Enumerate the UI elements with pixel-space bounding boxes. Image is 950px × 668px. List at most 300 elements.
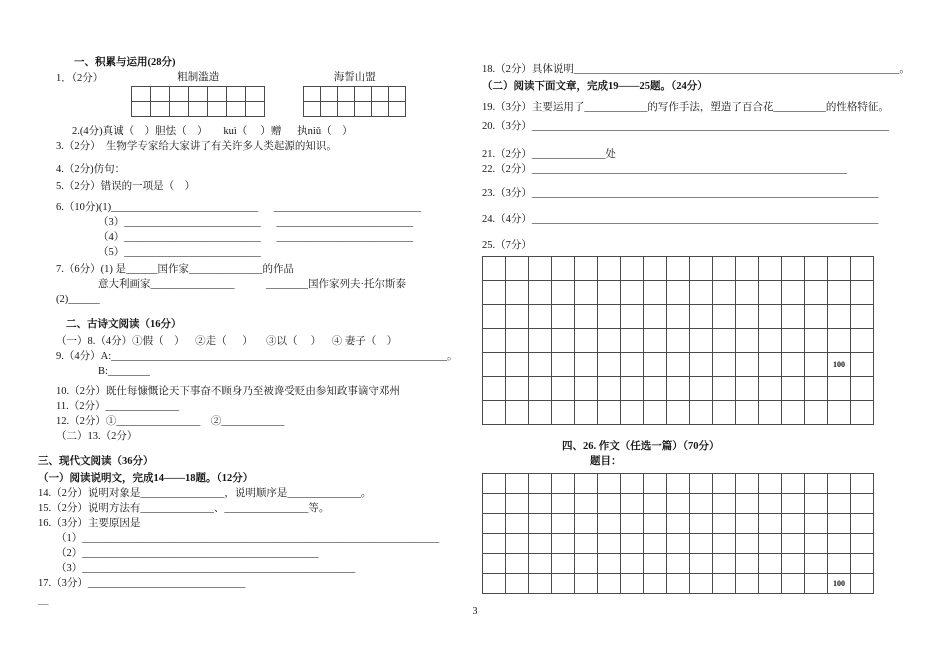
grid-cell[interactable]	[575, 534, 598, 554]
section-2-heading: 二、古诗文阅读（16分）	[66, 319, 182, 330]
grid-cell[interactable]	[483, 494, 506, 514]
exam-line-left-col-2: 2.(4分)真诚（ ）胆怯（ ） kuì（ ）赠 执niǔ（ ）	[72, 126, 353, 137]
grid-cell[interactable]	[736, 534, 759, 554]
grid-cell[interactable]	[644, 353, 667, 377]
grid-cell[interactable]	[736, 514, 759, 534]
grid-cell[interactable]	[529, 474, 552, 494]
grid-cell[interactable]	[483, 329, 506, 353]
grid-cell[interactable]	[483, 401, 506, 425]
grid-cell[interactable]	[713, 554, 736, 574]
grid-cell[interactable]	[170, 87, 189, 102]
grid-cell[interactable]	[529, 554, 552, 574]
grid-cell[interactable]	[529, 353, 552, 377]
grid-cell[interactable]	[621, 574, 644, 594]
grid-cell[interactable]	[575, 353, 598, 377]
grid-cell[interactable]	[529, 401, 552, 425]
exam-line-right-col-5: 22.（2分）____________________________________________________________	[482, 164, 847, 175]
grid-cell[interactable]	[246, 87, 265, 102]
grid-cell[interactable]	[506, 474, 529, 494]
grid-cell[interactable]	[208, 102, 227, 117]
grid-cell[interactable]	[246, 102, 265, 117]
grid-cell[interactable]	[355, 102, 372, 117]
grid-cell[interactable]	[598, 534, 621, 554]
grid-cell[interactable]	[759, 329, 782, 353]
grid-cell[interactable]	[713, 329, 736, 353]
grid-cell[interactable]	[644, 281, 667, 305]
grid-cell[interactable]	[644, 554, 667, 574]
grid-cell[interactable]	[132, 102, 151, 117]
grid-cell[interactable]	[851, 574, 874, 594]
grid-cell[interactable]	[598, 353, 621, 377]
grid-cell[interactable]	[736, 474, 759, 494]
grid-cell[interactable]	[506, 574, 529, 594]
exam-line-left-col-18: 11.（2分）______________	[56, 401, 179, 412]
grid-cell[interactable]	[782, 329, 805, 353]
grid-cell[interactable]	[529, 281, 552, 305]
grid-cell[interactable]	[389, 87, 406, 102]
grid-cell[interactable]	[598, 574, 621, 594]
q1-word-label: 粗制滥造	[177, 72, 220, 83]
grid-cell[interactable]	[644, 377, 667, 401]
grid-cell[interactable]	[644, 494, 667, 514]
grid-cell[interactable]	[759, 534, 782, 554]
grid-row	[483, 305, 874, 329]
left-column	[38, 55, 480, 608]
exam-line-left-col-19: 12.（2分）①________________ ②____________	[56, 416, 285, 427]
grid-cell[interactable]	[759, 574, 782, 594]
grid-cell[interactable]	[338, 102, 355, 117]
grid-cell[interactable]	[690, 305, 713, 329]
grid-cell[interactable]	[621, 554, 644, 574]
grid-cell[interactable]	[851, 554, 874, 574]
grid-cell[interactable]	[506, 514, 529, 534]
grid-cell[interactable]	[667, 574, 690, 594]
grid-cell[interactable]	[575, 554, 598, 574]
grid-cell[interactable]	[828, 257, 851, 281]
grid-cell[interactable]	[805, 257, 828, 281]
grid-cell[interactable]	[736, 305, 759, 329]
exam-line-left-col-28: （3）____________________________________________________	[56, 563, 356, 574]
grid-cell[interactable]	[851, 514, 874, 534]
grid-cell[interactable]	[851, 377, 874, 401]
grid-cell[interactable]	[529, 377, 552, 401]
grid-cell[interactable]	[736, 401, 759, 425]
grid-cell[interactable]	[828, 554, 851, 574]
grid-cell[interactable]	[644, 401, 667, 425]
exam-line-left-col-6: 6.（10分)(1)____________________________ ____________________________	[56, 202, 421, 213]
stray-underscore: ＿	[38, 595, 49, 606]
grid-cell[interactable]	[598, 281, 621, 305]
grid-cell[interactable]	[713, 474, 736, 494]
grid-cell[interactable]	[667, 554, 690, 574]
exam-line-left-col-10: 7.（6分）(1) 是______国作家______________的作品	[56, 264, 294, 275]
grid-cell[interactable]	[506, 305, 529, 329]
grid-cell[interactable]	[644, 534, 667, 554]
grid-cell[interactable]	[151, 102, 170, 117]
grid-cell[interactable]	[552, 554, 575, 574]
grid-cell[interactable]	[552, 534, 575, 554]
grid-cell[interactable]	[667, 494, 690, 514]
grid-cell[interactable]	[598, 377, 621, 401]
grid-cell[interactable]	[690, 329, 713, 353]
grid-cell[interactable]	[851, 353, 874, 377]
grid-cell[interactable]	[529, 514, 552, 534]
grid-cell[interactable]	[782, 574, 805, 594]
q1-block	[56, 70, 480, 120]
grid-cell[interactable]	[483, 281, 506, 305]
grid-cell[interactable]	[805, 494, 828, 514]
grid-cell[interactable]	[621, 377, 644, 401]
grid-cell[interactable]	[782, 401, 805, 425]
grid-cell[interactable]	[667, 305, 690, 329]
grid-cell[interactable]	[338, 87, 355, 102]
exam-line-left-col-12: (2)______	[56, 294, 100, 305]
grid-cell[interactable]	[667, 534, 690, 554]
grid-cell[interactable]	[575, 305, 598, 329]
q1-writing-grid[interactable]	[131, 86, 265, 117]
right-column	[482, 62, 919, 594]
grid-cell[interactable]	[782, 353, 805, 377]
exam-line-left-col-27: （2）_____________________________________________	[56, 548, 319, 559]
grid-cell[interactable]	[805, 281, 828, 305]
grid-cell[interactable]	[851, 257, 874, 281]
grid-row	[483, 257, 874, 281]
grid-cell[interactable]	[759, 353, 782, 377]
grid-cell[interactable]	[621, 305, 644, 329]
grid-cell[interactable]	[690, 377, 713, 401]
grid-cell[interactable]	[621, 329, 644, 353]
grid-cell[interactable]	[759, 281, 782, 305]
grid-cell[interactable]	[575, 257, 598, 281]
grid-cell[interactable]	[598, 257, 621, 281]
composition-title-label: 题目：	[590, 456, 622, 467]
grid-cell[interactable]	[805, 514, 828, 534]
grid-cell[interactable]	[575, 401, 598, 425]
grid-cell[interactable]	[529, 574, 552, 594]
grid-cell[interactable]	[552, 377, 575, 401]
grid-cell[interactable]	[713, 377, 736, 401]
grid-cell[interactable]	[304, 87, 321, 102]
grid-cell[interactable]	[782, 305, 805, 329]
q25-answer-grid[interactable]	[482, 256, 874, 425]
grid-cell[interactable]	[713, 305, 736, 329]
grid-cell[interactable]	[690, 534, 713, 554]
grid-cell[interactable]	[805, 474, 828, 494]
grid-cell[interactable]	[598, 554, 621, 574]
grid-cell[interactable]	[667, 474, 690, 494]
grid-cell[interactable]	[759, 514, 782, 534]
grid-cell[interactable]	[667, 281, 690, 305]
exam-line-left-col-11: 意大利画家________________ ________国作家列夫·托尔斯泰	[98, 279, 406, 290]
grid-cell[interactable]	[667, 377, 690, 401]
grid-cell[interactable]	[828, 534, 851, 554]
grid-row	[483, 281, 874, 305]
grid-cell[interactable]	[621, 474, 644, 494]
grid-cell[interactable]	[372, 87, 389, 102]
grid-cell[interactable]	[598, 494, 621, 514]
grid-cell[interactable]	[506, 494, 529, 514]
grid-cell[interactable]	[690, 401, 713, 425]
exam-line-left-col-23: 14.（2分）说明对象是________________，说明顺序是______________。	[38, 488, 372, 499]
grid-row	[483, 377, 874, 401]
grid-cell[interactable]	[736, 329, 759, 353]
grid-cell[interactable]	[189, 102, 208, 117]
grid-cell[interactable]	[575, 329, 598, 353]
grid-cell[interactable]	[713, 257, 736, 281]
word-count-marker[interactable]: 100	[828, 353, 851, 377]
grid-cell[interactable]	[828, 494, 851, 514]
grid-cell[interactable]	[227, 87, 246, 102]
q1-prefix: 1．（2分）	[56, 73, 104, 84]
grid-cell[interactable]	[805, 534, 828, 554]
grid-cell[interactable]	[529, 494, 552, 514]
grid-cell[interactable]	[552, 329, 575, 353]
grid-cell[interactable]	[828, 514, 851, 534]
grid-cell[interactable]	[713, 494, 736, 514]
grid-cell[interactable]	[690, 514, 713, 534]
grid-cell[interactable]	[132, 87, 151, 102]
grid-cell[interactable]	[805, 401, 828, 425]
grid-cell[interactable]	[736, 353, 759, 377]
grid-cell[interactable]	[552, 305, 575, 329]
exam-line-right-col-0: 18.（2分）具体说明______________________________________________________________。	[482, 64, 910, 75]
grid-cell[interactable]	[621, 281, 644, 305]
grid-cell[interactable]	[828, 305, 851, 329]
grid-cell[interactable]	[529, 534, 552, 554]
grid-cell[interactable]	[189, 87, 208, 102]
grid-cell[interactable]	[713, 514, 736, 534]
grid-cell[interactable]	[644, 257, 667, 281]
grid-cell[interactable]	[208, 87, 227, 102]
grid-cell[interactable]	[782, 377, 805, 401]
grid-cell[interactable]	[828, 474, 851, 494]
grid-cell[interactable]	[621, 257, 644, 281]
grid-cell[interactable]	[782, 554, 805, 574]
grid-cell[interactable]	[644, 305, 667, 329]
exam-line-left-col-8: （4）__________________________ __________________________	[98, 232, 413, 243]
grid-cell[interactable]	[389, 102, 406, 117]
grid-row	[132, 102, 265, 117]
grid-cell[interactable]	[483, 474, 506, 494]
grid-cell[interactable]	[851, 305, 874, 329]
grid-cell[interactable]	[227, 102, 246, 117]
grid-cell[interactable]	[529, 305, 552, 329]
grid-cell[interactable]	[644, 514, 667, 534]
grid-cell[interactable]	[759, 377, 782, 401]
grid-cell[interactable]	[483, 257, 506, 281]
q1-word-label: 海誓山盟	[333, 72, 376, 83]
grid-cell[interactable]	[621, 514, 644, 534]
grid-cell[interactable]	[483, 534, 506, 554]
exam-line-left-col-15: 9.（4分）A:________________________________________________________________。	[56, 351, 458, 362]
grid-cell[interactable]	[805, 574, 828, 594]
grid-cell[interactable]	[805, 353, 828, 377]
grid-cell[interactable]	[575, 494, 598, 514]
grid-cell[interactable]	[506, 353, 529, 377]
grid-cell[interactable]	[782, 534, 805, 554]
grid-cell[interactable]	[851, 494, 874, 514]
grid-cell[interactable]	[736, 257, 759, 281]
grid-cell[interactable]	[304, 102, 321, 117]
grid-row	[483, 554, 874, 574]
grid-cell[interactable]	[372, 102, 389, 117]
grid-cell[interactable]	[713, 534, 736, 554]
q1-word-group	[131, 70, 265, 120]
grid-cell[interactable]	[321, 87, 338, 102]
grid-cell[interactable]	[851, 401, 874, 425]
grid-cell[interactable]	[598, 305, 621, 329]
grid-cell[interactable]	[828, 377, 851, 401]
grid-cell[interactable]	[782, 494, 805, 514]
grid-cell[interactable]	[575, 377, 598, 401]
exam-line-left-col-5: 5.（2分）错误的一项是（ ）	[56, 181, 196, 192]
grid-cell[interactable]	[506, 554, 529, 574]
grid-cell[interactable]	[483, 305, 506, 329]
grid-cell[interactable]	[782, 257, 805, 281]
grid-cell[interactable]	[667, 329, 690, 353]
grid-cell[interactable]	[690, 494, 713, 514]
grid-cell[interactable]	[598, 474, 621, 494]
grid-cell[interactable]	[506, 329, 529, 353]
exam-line-right-col-7: 24.（4分）__________________________________________________________________	[482, 214, 879, 225]
grid-cell[interactable]	[621, 353, 644, 377]
grid-cell[interactable]	[736, 281, 759, 305]
grid-cell[interactable]	[506, 281, 529, 305]
grid-cell[interactable]	[170, 102, 189, 117]
grid-row	[483, 401, 874, 425]
grid-cell[interactable]	[598, 329, 621, 353]
grid-cell[interactable]	[552, 494, 575, 514]
grid-cell[interactable]	[151, 87, 170, 102]
grid-cell[interactable]	[667, 353, 690, 377]
grid-row	[132, 87, 265, 102]
grid-cell[interactable]	[690, 353, 713, 377]
grid-cell[interactable]	[575, 514, 598, 534]
grid-cell[interactable]	[782, 281, 805, 305]
grid-cell[interactable]	[598, 401, 621, 425]
grid-cell[interactable]	[759, 401, 782, 425]
grid-cell[interactable]	[690, 554, 713, 574]
grid-cell[interactable]	[851, 474, 874, 494]
grid-cell[interactable]	[713, 353, 736, 377]
grid-cell[interactable]	[506, 257, 529, 281]
grid-cell[interactable]	[552, 401, 575, 425]
grid-cell[interactable]	[644, 474, 667, 494]
grid-cell[interactable]	[644, 329, 667, 353]
grid-cell[interactable]	[621, 494, 644, 514]
grid-cell[interactable]	[506, 377, 529, 401]
grid-cell[interactable]	[667, 514, 690, 534]
grid-cell[interactable]	[828, 401, 851, 425]
grid-cell[interactable]	[506, 534, 529, 554]
grid-cell[interactable]	[851, 281, 874, 305]
section-4-heading: 四、26. 作文（任选一篇）（70分）	[562, 441, 720, 452]
exam-line-left-col-3: 3.（2分） 生物学专家给大家讲了有关许多人类起源的知识。	[56, 141, 337, 152]
composition-grid[interactable]	[482, 473, 874, 594]
grid-cell[interactable]	[667, 401, 690, 425]
grid-cell[interactable]	[851, 329, 874, 353]
grid-cell[interactable]	[782, 474, 805, 494]
page-number: 3	[472, 606, 478, 617]
grid-row	[483, 494, 874, 514]
grid-cell[interactable]	[483, 554, 506, 574]
exam-line-right-col-2: 19.（3分）主要运用了____________的写作手法，塑造了百合花__________的性格特征。	[482, 102, 889, 113]
grid-cell[interactable]	[575, 574, 598, 594]
grid-cell[interactable]	[529, 329, 552, 353]
grid-cell[interactable]	[759, 494, 782, 514]
grid-cell[interactable]	[690, 257, 713, 281]
grid-cell[interactable]	[828, 281, 851, 305]
grid-row	[483, 329, 874, 353]
grid-cell[interactable]	[644, 574, 667, 594]
exam-line-left-col-20: （二）13.（2分）	[56, 431, 138, 442]
grid-cell[interactable]	[805, 554, 828, 574]
grid-cell[interactable]	[621, 534, 644, 554]
grid-cell[interactable]	[690, 474, 713, 494]
grid-row	[304, 87, 406, 102]
q1-writing-grid[interactable]	[303, 86, 406, 117]
grid-cell[interactable]	[690, 281, 713, 305]
grid-cell[interactable]	[713, 281, 736, 305]
grid-cell[interactable]	[552, 514, 575, 534]
grid-cell[interactable]	[529, 257, 552, 281]
grid-cell[interactable]	[321, 102, 338, 117]
grid-cell[interactable]	[736, 554, 759, 574]
grid-cell[interactable]	[552, 574, 575, 594]
grid-cell[interactable]	[851, 534, 874, 554]
grid-cell[interactable]	[598, 514, 621, 534]
grid-cell[interactable]	[713, 574, 736, 594]
grid-cell[interactable]	[483, 574, 506, 594]
grid-cell[interactable]	[483, 377, 506, 401]
grid-cell[interactable]	[805, 305, 828, 329]
grid-cell[interactable]	[690, 574, 713, 594]
exam-line-left-col-16: B:________	[98, 366, 150, 377]
grid-cell[interactable]	[736, 377, 759, 401]
grid-cell[interactable]	[828, 329, 851, 353]
exam-line-right-col-3: 20.（3分）____________________________________________________________________	[482, 121, 889, 132]
grid-cell[interactable]	[713, 401, 736, 425]
grid-cell[interactable]	[805, 329, 828, 353]
grid-cell[interactable]	[506, 401, 529, 425]
word-count-marker[interactable]: 100	[828, 574, 851, 594]
grid-cell[interactable]	[805, 377, 828, 401]
grid-cell[interactable]	[759, 305, 782, 329]
grid-cell[interactable]	[575, 281, 598, 305]
grid-cell[interactable]	[552, 474, 575, 494]
grid-cell[interactable]	[621, 401, 644, 425]
reading-2-instruction: （二）阅读下面文章，完成19——25题。（24分）	[482, 81, 708, 92]
grid-cell[interactable]	[483, 514, 506, 534]
grid-cell[interactable]	[759, 474, 782, 494]
grid-cell[interactable]	[552, 281, 575, 305]
grid-cell[interactable]	[575, 474, 598, 494]
grid-cell[interactable]	[736, 574, 759, 594]
exam-line-left-col-26: （1）____________________________________________________________________	[56, 533, 440, 544]
grid-cell[interactable]	[759, 554, 782, 574]
grid-cell[interactable]	[552, 257, 575, 281]
grid-cell[interactable]	[355, 87, 372, 102]
grid-cell[interactable]	[782, 514, 805, 534]
grid-cell[interactable]	[483, 353, 506, 377]
grid-cell[interactable]	[736, 494, 759, 514]
grid-cell[interactable]	[552, 353, 575, 377]
grid-cell[interactable]	[667, 257, 690, 281]
exam-line-left-col-7: （3）__________________________ __________________________	[98, 217, 413, 228]
exam-line-left-col-17: 10.（2分）既仕每慷慨论天下事奋不顾身乃至被谗受贬由参知政事谪守邓州	[56, 386, 400, 397]
grid-cell[interactable]	[759, 257, 782, 281]
exam-line-right-col-8: 25.（7分）	[482, 240, 532, 251]
